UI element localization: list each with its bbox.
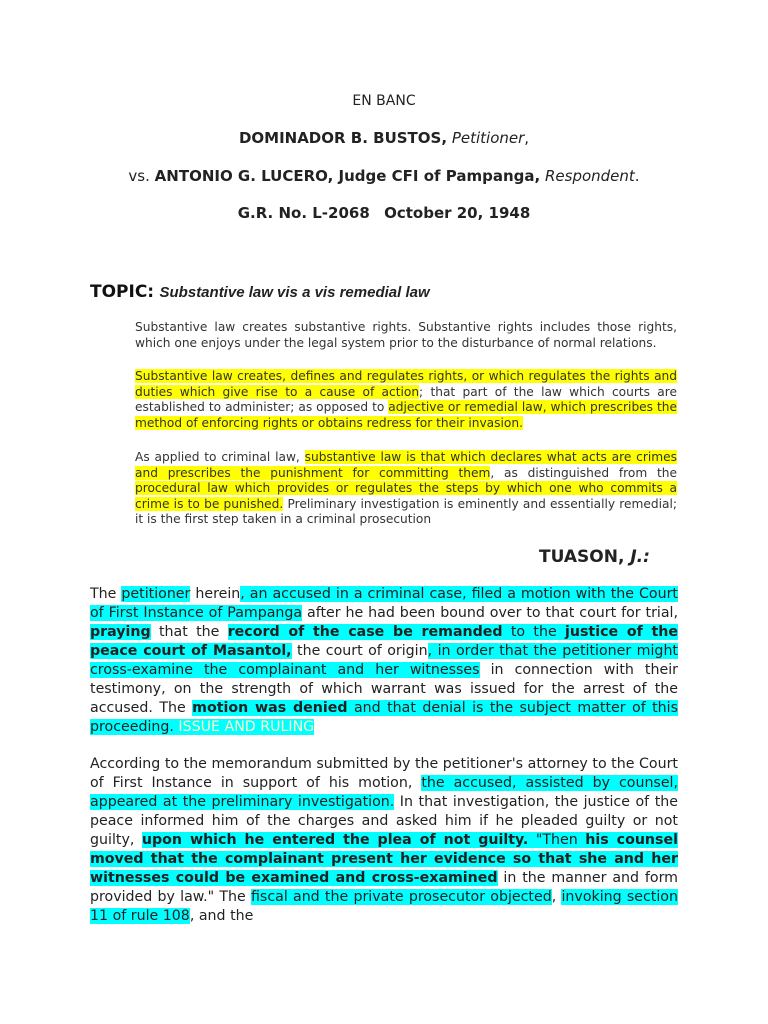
topic-text: Substantive law vis a vis remedial law: [159, 284, 430, 301]
respondent-name: ANTONIO G. LUCERO, Judge CFI of Pampanga,: [154, 167, 541, 185]
highlight-cyan: ,: [427, 643, 433, 659]
highlight-cyan: fiscal and the private prosecutor objected: [251, 889, 552, 905]
highlight-cyan-bold: record of the case be remanded: [227, 624, 503, 640]
highlight-cyan: invoking section 11 of rule 108: [90, 889, 678, 924]
highlight-cyan-bold: justice of the peace court of Masantol,: [90, 624, 678, 659]
note-text: ; that part of the law which courts are established to administer; as opposed to: [135, 384, 677, 415]
highlight-cyan: petitioner: [121, 586, 191, 602]
highlight-cyan-bold: motion was denied: [192, 700, 348, 716]
body-text: the court of origin: [291, 643, 428, 659]
petitioner-name: DOMINADOR B. BUSTOS,: [238, 129, 448, 147]
highlight-cyan: "Then: [528, 832, 586, 848]
highlight-cyan: in order that the petitioner might cross-examine the complainant and her witnesses: [90, 643, 678, 678]
note-text: As applied to criminal law,: [135, 450, 305, 464]
highlight-yellow: substantive law is that which declares what acts are crimes and prescribes the punishment for committing them: [135, 450, 678, 480]
petitioner-comma: ,: [524, 129, 530, 147]
body-text: that the: [150, 624, 228, 640]
body-paragraph-2: [90, 755, 678, 926]
note-paragraph-2: [135, 369, 677, 431]
highlight-yellow: Substantive law creates, defines and regulates rights, or which regulates the rights and duties which give rise to a cause of action: [135, 369, 677, 399]
ponente: [539, 547, 650, 567]
respondent-role: Respondent: [544, 167, 635, 185]
case-number: G.R. No. L-2068: [237, 204, 370, 222]
highlight-cyan-bold: praying: [90, 624, 151, 640]
faint-annotation: ISSUE AND RULING: [173, 719, 315, 735]
body-text: in connection with their testimony, on the strength of which warrant was issued for the arrest of the accused. The: [90, 662, 678, 716]
court-division-text: EN BANC: [352, 93, 416, 109]
body-text: after he had been bound over to that court for trial,: [302, 605, 679, 621]
ponente-name: TUASON,: [539, 547, 625, 567]
case-date: October 20, 1948: [384, 204, 531, 222]
body-text: The: [90, 586, 122, 602]
body-text: According to the memorandum submitted by the petitioner's attorney to the Court of First Instance in support of his motion,: [90, 756, 678, 791]
body-text: ,: [551, 889, 562, 905]
topic-heading: [90, 282, 430, 302]
respondent-period: .: [634, 167, 640, 185]
body-text: , and the: [189, 908, 254, 924]
note-text: Preliminary investigation is eminently and essentially remedial; it is the first step taken in a criminal prosecution: [135, 496, 677, 527]
highlight-cyan-bold: upon which he entered the plea of not guilty.: [141, 832, 529, 848]
highlight-cyan: to the: [502, 624, 566, 640]
highlight-yellow: procedural law which provides or regulates the steps by which one who commits a crime is to be punished.: [135, 481, 677, 511]
body-text: herein: [190, 586, 241, 602]
petitioner-role: Petitioner: [451, 129, 525, 147]
highlight-yellow: adjective or remedial law, which prescribes the method of enforcing rights or obtains redress for their invasion.: [135, 400, 677, 430]
note-text: , as distinguished from the: [490, 465, 677, 480]
respondent-line: [0, 167, 768, 185]
court-division: [0, 93, 768, 109]
note-paragraph-3: [135, 450, 677, 528]
topic-label: TOPIC:: [90, 282, 155, 302]
highlight-cyan: and that denial is the subject matter of this proceeding.: [90, 700, 679, 735]
note-paragraph-1: [135, 320, 677, 351]
highlight-cyan-bold: his counsel moved that the complainant present her evidence so that she and her witnesses could be examined and cross-examined: [90, 832, 678, 886]
versus-label: vs.: [128, 167, 150, 185]
petitioner-line: [0, 129, 768, 147]
body-paragraph-1: [90, 585, 678, 737]
case-number-line: [0, 204, 768, 222]
body-text: In that investigation, the justice of the peace informed him of the charges and asked him if he pleaded guilty or not guilty,: [90, 794, 679, 848]
body-text: in the manner and form provided by law." The: [90, 870, 678, 905]
ponente-suffix: J.:: [630, 547, 650, 567]
highlight-cyan: , an accused in a criminal case, filed a motion with the Court of First Instance of Pampanga: [90, 586, 678, 621]
note-text: Substantive law creates substantive rights. Substantive rights includes those rights, which one enjoys under the legal system prior to the disturbance of normal relations.: [135, 320, 677, 350]
highlight-cyan: the accused, assisted by counsel, appeared at the preliminary investigation.: [90, 775, 679, 810]
